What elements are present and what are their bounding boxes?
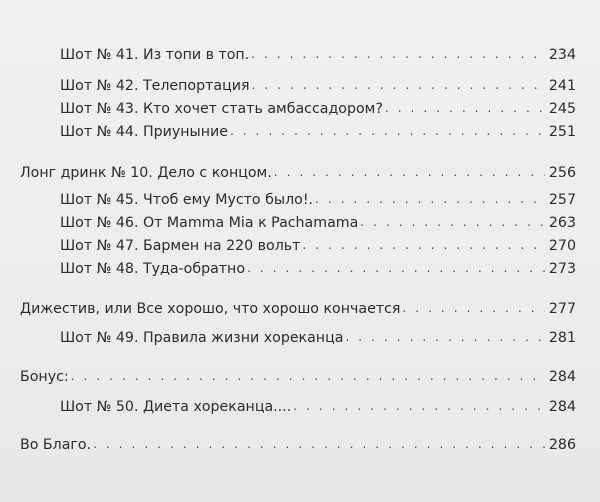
dot-leader xyxy=(302,236,544,254)
dot-leader xyxy=(315,190,545,208)
toc-entry xyxy=(60,96,576,118)
toc-entry xyxy=(60,73,576,95)
toc-entry-title: Шот № 42. Телепортация xyxy=(60,78,250,94)
toc-entry-title: Шот № 43. Кто хочет стать амбассадором? xyxy=(60,101,383,117)
toc-entry xyxy=(60,119,576,141)
toc-entry-title: Шот № 44. Приуныние xyxy=(60,124,228,140)
dot-leader xyxy=(402,299,544,317)
toc-entry-title: Шот № 47. Бармен на 220 вольт xyxy=(60,238,301,254)
toc-entry-title: Лонг дринк № 10. Дело с концом. xyxy=(20,165,272,181)
toc-entry xyxy=(20,364,576,386)
toc-entry xyxy=(60,256,576,278)
toc-entry-title: Бонус: xyxy=(20,369,69,385)
toc-entry-page: 286 xyxy=(548,437,576,453)
toc-entry-page: 284 xyxy=(548,399,576,415)
toc-entry-page: 257 xyxy=(548,192,576,208)
toc-entry xyxy=(60,233,576,255)
toc-entry-title: Шот № 46. От Mamma Mia к Pachamama xyxy=(60,215,359,231)
dot-leader xyxy=(71,367,545,385)
toc-entry-title: Шот № 49. Правила жизни хореканца xyxy=(60,330,344,346)
dot-leader xyxy=(360,213,545,231)
toc-entry xyxy=(20,296,576,318)
dot-leader xyxy=(252,76,545,94)
toc-entry-page: 281 xyxy=(548,330,576,346)
toc-entry xyxy=(20,160,576,182)
toc-entry-title: Шот № 45. Чтоб ему Мусто было!. xyxy=(60,192,314,208)
toc-entry-title: Во Благо. xyxy=(20,437,92,453)
dot-leader xyxy=(247,259,545,277)
dot-leader xyxy=(385,99,545,117)
dot-leader xyxy=(274,163,545,181)
toc-entry-title: Шот № 41. Из топи в топ. xyxy=(60,47,250,63)
toc-entry-page: 241 xyxy=(548,78,576,94)
dot-leader xyxy=(93,435,545,453)
toc-entry xyxy=(20,432,576,454)
toc-entry-title: Дижестив, или Все хорошо, что хорошо кончается xyxy=(20,301,401,317)
dot-leader xyxy=(251,45,545,63)
toc-entry xyxy=(60,394,576,416)
toc-entry xyxy=(60,325,576,347)
toc-entry xyxy=(60,187,576,209)
toc-entry-page: 245 xyxy=(548,101,576,117)
toc-entry-page: 263 xyxy=(548,215,576,231)
toc-entry-title: Шот № 50. Диета хореканца.... xyxy=(60,399,292,415)
toc-entry-page: 234 xyxy=(548,47,576,63)
dot-leader xyxy=(345,328,544,346)
toc-entry xyxy=(60,42,576,64)
toc-entry-page: 277 xyxy=(548,301,576,317)
toc-entry-page: 284 xyxy=(548,369,576,385)
toc-entry-page: 251 xyxy=(548,124,576,140)
toc-entry-page: 256 xyxy=(548,165,576,181)
toc-entry-page: 270 xyxy=(548,238,576,254)
dot-leader xyxy=(230,122,545,140)
toc-entry-page: 273 xyxy=(548,261,576,277)
toc-entry xyxy=(60,210,576,232)
toc-entry-title: Шот № 48. Туда-обратно xyxy=(60,261,245,277)
dot-leader xyxy=(293,397,545,415)
